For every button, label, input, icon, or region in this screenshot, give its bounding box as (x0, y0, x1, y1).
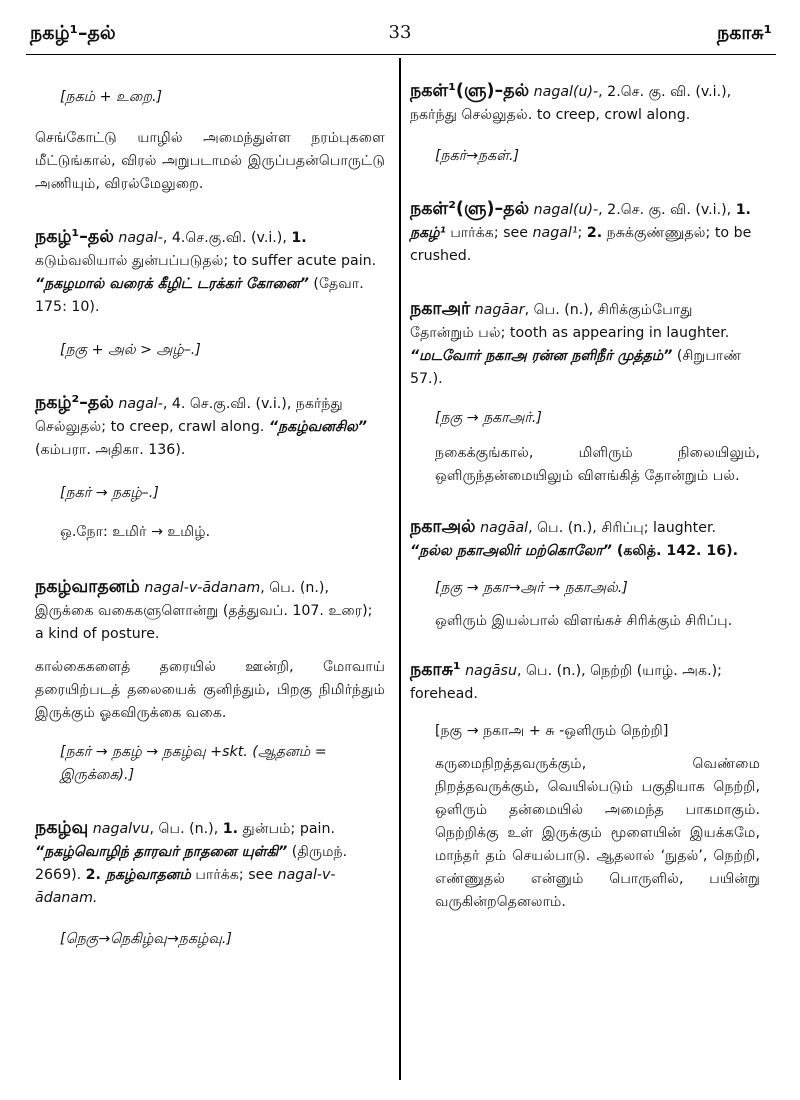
grammar: , பெ. (n.), (149, 821, 223, 837)
quotation: “நகழ்வனசில” (268, 419, 367, 435)
etymology: [நகம் + உறை.] (60, 89, 163, 105)
dictionary-entry (35, 226, 385, 319)
definition: , பெ. (n.), சிரிப்பு; laughter. (528, 520, 717, 536)
definition: கடும்வலியால் துன்பப்படுதல்; to suffer acute pain. (35, 253, 377, 269)
etymology: [நகர்→நகள்.] (435, 148, 520, 164)
etymology: [நகு → நகா→அர் → நகாஅல்.] (435, 580, 628, 596)
see-label: பார்க்க; see (190, 867, 278, 883)
sense-number: 2. (586, 225, 603, 241)
cross-reference: ஒ.நோ: உமிர் → உமிழ். (60, 524, 211, 540)
dictionary-entry (410, 516, 760, 563)
see-label: பார்க்க; see (445, 225, 533, 241)
citation: (திருமந். 2669). (35, 844, 348, 883)
dictionary-entry (35, 392, 385, 462)
see-transliteration: nagal¹ (532, 225, 578, 241)
citation: (சிறுபாண் 57.). (410, 348, 742, 387)
transliteration: nagal(u)- (533, 84, 599, 100)
entry-note: கருமைநிறத்தவருக்கும், வெண்மை நிறத்தவருக்கும், வெயில்படும் பகுதியாக நெற்றி, ஒளிரும் தன்மையில் அமைந்த பாகமாகும். நெற்றிக்கு உள் இருக்கும் மூளையின் இயக்கமே, மாந்தர் தம் செயல்பாடு. ஆதலால் ‘நுதல்’, நெற்றி, எண்ணுதல் என்னும் பொருளில், பயின்று வருகின்றதெனலாம். (435, 756, 760, 910)
see-word: நகழ்¹ (410, 225, 446, 241)
see-word: நகழ்வாதனம் (100, 867, 191, 883)
etymology: [நகு → நகாஅர்.] (435, 410, 542, 426)
transliteration: nagal-v-ādanam (144, 580, 261, 596)
citation: (கலித். 142. 16). (611, 543, 738, 559)
dictionary-entry (410, 80, 760, 127)
dictionary-entry (410, 659, 760, 706)
definition: துன்பம்; pain. (238, 821, 335, 837)
etymology: [நகர் → நகழ்–.] (60, 485, 159, 501)
headword: நகழ்¹–தல் (35, 227, 114, 247)
definition: , பெ. (n.), இருக்கை வகைகளுளொன்று (தத்துவப். 107. உரை); a kind of posture. (35, 580, 373, 642)
headword: நகழ்வாதனம் (35, 577, 140, 597)
entry-note: நகைக்குங்கால், மிளிரும் நிலையிலும், ஒளிருந்தன்மையிலும் விளங்கித் தோன்றும் பல். (435, 445, 760, 484)
right-column (410, 60, 760, 914)
sense-number: 1. (222, 821, 238, 837)
quotation: “நகழமால் வரைக் கீழிட் டரக்கர் கோனை” (35, 276, 309, 292)
etymology: [நகர் → நகழ் → நகழ்வு +skt. (ஆதனம் = இருக்கை).] (60, 744, 327, 783)
page-number: 33 (388, 22, 412, 43)
sense-number: 2. (85, 867, 101, 883)
dictionary-entry (35, 576, 385, 646)
definition: , 2.செ. கு. வி. (v.i.), நகர்ந்து செல்லுதல். to creep, crowl along. (410, 84, 732, 123)
definition: நசுக்குண்ணுதல்; to be crushed. (410, 225, 752, 264)
definition: , பெ. (n.), நெற்றி (யாழ். அக.); forehead. (410, 663, 722, 702)
headword: நகழ்வு (35, 818, 89, 838)
entry-note: கால்கைகளைத் தரையில் ஊன்றி, மோவாய் தரையிற்படத் தலையைக் குனிந்தும், பிறகு நிமிர்ந்தும் இருக்கும் ஓகவிருக்கை வகை. (35, 659, 385, 721)
definition: , பெ. (n.), சிரிக்கும்போது தோன்றும் பல்; tooth as appearing in laughter. (410, 302, 730, 341)
headword: நகள்²(ளு)–தல் (410, 199, 530, 219)
transliteration: nagal(u)- (533, 202, 599, 218)
transliteration: nagalvu (92, 821, 150, 837)
grammar: , 2.செ. கு. வி. (v.i.), (598, 202, 736, 218)
quotation: “நல்ல நகாஅலிர் மற்கொலோ” (410, 543, 612, 559)
quotation: “நகழ்வொழிந் தாரவர் நாதனை யுள்கி” (35, 844, 288, 860)
transliteration: nagal- (118, 230, 163, 246)
headword: நகாசு¹ (410, 660, 461, 680)
grammar: , 4.செ.கு.வி. (v.i.), (162, 230, 287, 246)
see-transliteration: nagal-v-ādanam. (35, 867, 336, 906)
dictionary-entry (35, 817, 385, 910)
column-divider (399, 58, 401, 1080)
headword: நகாஅர் (410, 299, 471, 319)
separator: ; (577, 225, 587, 241)
running-head-left: நகழ்¹–தல் (30, 22, 116, 44)
entry-note: ஒளிரும் இயல்பால் விளங்கச் சிரிக்கும் சிரிப்பு. (435, 613, 733, 629)
quotation: “மடவோர் நகாஅ ரன்ன நளிநீர் முத்தம்” (410, 348, 673, 364)
headword: நகாஅல் (410, 517, 476, 537)
header-rule (26, 54, 776, 55)
transliteration: nagāsu (465, 663, 517, 679)
etymology: [நகு → நகாஅ + சு -ஒளிரும் நெற்றி] (435, 723, 669, 739)
headword: நகள்¹(ளு)–தல் (410, 81, 530, 101)
definition: , 4. செ.கு.வி. (v.i.), நகர்ந்து செல்லுதல்; to creep, crawl along. (35, 396, 343, 435)
left-column (35, 60, 385, 951)
headword: நகழ்²–தல் (35, 393, 114, 413)
citation: (தேவா. 175: 10). (35, 276, 364, 315)
transliteration: nagal- (118, 396, 163, 412)
dictionary-entry (410, 298, 760, 391)
transliteration: nagāar (474, 302, 525, 318)
sense-number: 1. (735, 202, 751, 218)
entry-note: செங்கோட்டு யாழில் அமைந்துள்ள நரம்புகளை மீட்டுங்கால், விரல் அறுபடாமல் இருப்பதன்பொருட்டு அணியும், விரல்மேலுறை. (35, 130, 385, 192)
sense-number: 1. (291, 230, 307, 246)
transliteration: nagāal (480, 520, 529, 536)
etymology: [நகு + அல் > அழ்–.] (60, 342, 201, 358)
citation: (கம்பரா. அதிகா. 136). (35, 442, 186, 458)
running-head-right: நகாசு¹ (717, 22, 772, 44)
dictionary-entry (410, 198, 760, 268)
etymology: [நெகு→நெகிழ்வு→நகழ்வு.] (60, 931, 232, 947)
